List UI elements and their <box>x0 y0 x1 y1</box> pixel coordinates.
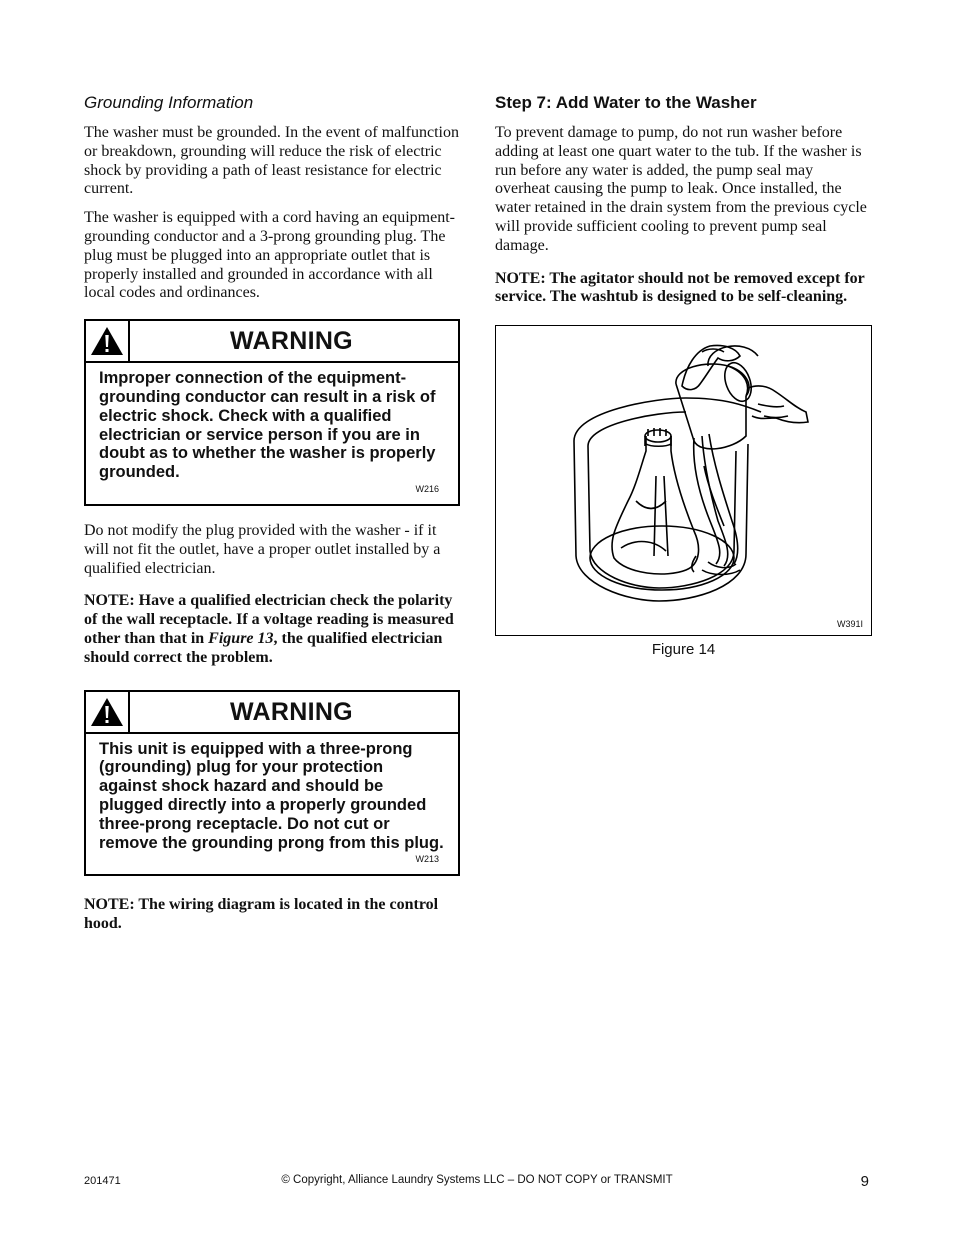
right-column <box>495 92 872 658</box>
warning-box-2 <box>84 690 460 877</box>
warning-header <box>86 321 458 363</box>
step7-paragraph: To prevent damage to pump, do not run washer before adding at least one quart water to the tub. If the washer is run before any water is added, the pump seal may overheat causing the pump to leak. Once installed, the water retained in the drain system from the previous cycle will provide sufficient cooling to prevent pump seal damage. <box>495 124 867 254</box>
washtub-water-illustration <box>496 326 871 635</box>
warning-box-1 <box>84 319 460 506</box>
doc-number: 201471 <box>84 1175 121 1187</box>
figure-reference: Figure 13 <box>208 629 274 647</box>
note-text-after: , the qualified electrician should correct the problem. <box>84 629 443 666</box>
warning-title: WARNING <box>230 697 353 726</box>
plug-paragraph: Do not modify the plug provided with the washer - if it will not fit the outlet, have a proper outlet installed by a qualified electrician. <box>84 521 441 577</box>
figure-code: W391I <box>836 619 863 630</box>
step7-heading: Step 7: Add Water to the Washer <box>495 93 757 112</box>
warning-body <box>86 734 458 875</box>
figure-caption: Figure 14 <box>651 641 716 659</box>
agitator-note: NOTE: The agitator should not be removed except for service. The washtub is designed to be self-cleaning. <box>495 269 865 306</box>
note-text-before: NOTE: Have a qualified electrician check the polarity of the wall receptacle. If a voltage reading is measured other than that in <box>84 592 454 647</box>
figure-14-illustration <box>495 325 872 636</box>
grounding-paragraph-1: The washer must be grounded. In the event of malfunction or breakdown, grounding will reduce the risk of electric shock by providing a path of least resistance for electric current. <box>84 124 459 198</box>
warning-text: Improper connection of the equipment-grounding conductor can result in a risk of electric shock. Check with a qualified electrician or service person if you are in doubt as to whether the washer is properly grounded. <box>99 369 436 482</box>
warning-title: WARNING <box>230 327 353 356</box>
warning-triangle-icon <box>86 321 130 361</box>
warning-body <box>86 363 458 504</box>
warning-triangle-icon <box>86 692 130 732</box>
grounding-paragraph-2: The washer is equipped with a cord having an equipment-grounding conductor and a 3-prong grounding plug. The plug must be plugged into an appropriate outlet that is properly installed and grounded in accordance with all local codes and ordinances. <box>84 209 455 302</box>
warning-text: This unit is equipped with a three-prong (grounding) plug for your protection against shock hazard and should be plugged directly into a properly grounded three-prong receptacle. Do not cut or remove the grounding prong from this plug. <box>99 739 444 852</box>
polarity-note <box>84 592 460 667</box>
page-number: 9 <box>860 1173 869 1190</box>
copyright-notice: © Copyright, Alliance Laundry Systems LLC – DO NOT COPY or TRANSMIT <box>281 1174 673 1186</box>
wiring-note: NOTE: The wiring diagram is located in the control hood. <box>84 896 439 933</box>
left-column <box>84 92 460 952</box>
grounding-heading: Grounding Information <box>84 93 254 112</box>
warning-header <box>86 692 458 734</box>
warning-code: W213 <box>415 854 439 865</box>
warning-code: W216 <box>415 483 439 494</box>
